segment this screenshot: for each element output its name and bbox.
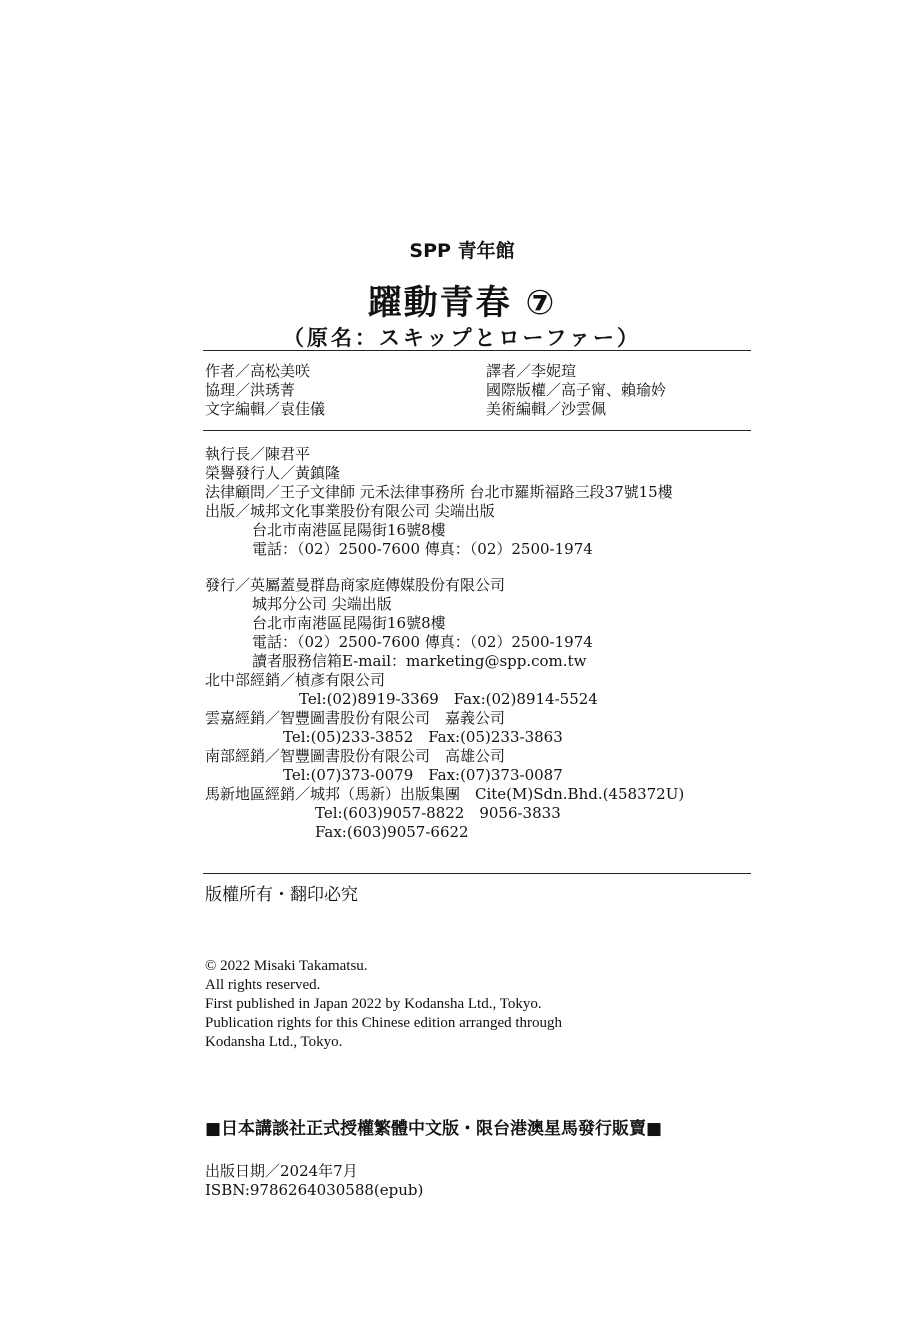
issue-line: 發行／英屬蓋曼群島商家庭傳媒股份有限公司: [205, 576, 506, 594]
isbn: ISBN:9786264030588(epub): [205, 1181, 424, 1199]
divider: [203, 873, 751, 874]
staff-left-column: [205, 362, 325, 419]
publisher-block: [205, 445, 673, 559]
imprint-name: SPP 青年館: [409, 240, 515, 262]
publish-line: 出版／城邦文化事業股份有限公司 尖端出版: [205, 502, 495, 520]
reader-email: 讀者服務信箱E-mail：marketing@spp.com.tw: [252, 652, 587, 670]
publish-phone: 電話：（02）2500-7600 傳真：（02）2500-1974: [252, 540, 593, 558]
mysg-distributor: 馬新地區經銷／城邦（馬新）出版集團 Cite(M)Sdn.Bhd.(458372U): [205, 785, 685, 803]
edition-notice: ■日本講談社正式授權繁體中文版・限台港澳星馬發行販賣■: [205, 1119, 663, 1139]
mysg-fax: Fax:(603)9057-6622: [315, 823, 469, 841]
north-contact: Tel:(02)8919-3369 Fax:(02)8914-5524: [299, 690, 598, 708]
copyright-line: © 2022 Misaki Takamatsu.: [205, 958, 368, 974]
honorary-issuer-line: 榮譽發行人／黃鎮隆: [205, 464, 341, 482]
original-title: （原名：スキップとローファー）: [282, 326, 642, 350]
mysg-tel: Tel:(603)9057-8822 9056-3833: [315, 804, 561, 822]
copyright-line: All rights reserved.: [205, 977, 321, 993]
issue-phone: 電話：（02）2500-7600 傳真：（02）2500-1974: [252, 633, 593, 651]
book-title: 躍動青春 ⑦: [367, 283, 557, 323]
south-contact: Tel:(07)373-0079 Fax:(07)373-0087: [283, 766, 563, 784]
author-credit: 作者／高松美咲: [205, 362, 311, 380]
yunjia-contact: Tel:(05)233-3852 Fax:(05)233-3863: [283, 728, 563, 746]
copyright-line: Kodansha Ltd., Tokyo.: [205, 1034, 343, 1050]
copyright-line: Publication rights for this Chinese edition arranged through: [205, 1015, 563, 1031]
issue-branch: 城邦分公司 尖端出版: [252, 595, 392, 613]
rights-notice: 版權所有・翻印必究: [205, 885, 358, 905]
divider: [203, 430, 751, 431]
copyright-line: First published in Japan 2022 by Kodansha Ltd., Tokyo.: [205, 996, 542, 1012]
issue-address: 台北市南港區昆陽街16號8樓: [252, 614, 446, 632]
distribution-block: [205, 576, 684, 842]
translator-credit: 譯者／李妮瑄: [486, 362, 577, 380]
publication-date: 出版日期／2024年7月: [205, 1162, 358, 1180]
divider: [203, 350, 751, 351]
staff-right-column: [486, 362, 666, 419]
ceo-line: 執行長／陳君平: [205, 445, 311, 463]
copyright-block: [205, 957, 562, 1052]
south-distributor: 南部經銷／智豐圖書股份有限公司 高雄公司: [205, 747, 506, 765]
north-distributor: 北中部經銷／楨彥有限公司: [205, 671, 386, 689]
legal-counsel-line: 法律顧問／王子文律師 元禾法律事務所 台北市羅斯福路三段37號15樓: [205, 483, 673, 501]
text-editor-credit: 文字編輯／袁佳儀: [205, 400, 326, 418]
associate-credit: 協理／洪琇菁: [205, 381, 296, 399]
intl-rights-credit: 國際版權／高子甯、賴瑜妗: [486, 381, 667, 399]
yunjia-distributor: 雲嘉經銷／智豐圖書股份有限公司 嘉義公司: [205, 709, 506, 727]
edition-info: [205, 1162, 423, 1200]
art-editor-credit: 美術編輯／沙雲佩: [486, 400, 607, 418]
publish-address: 台北市南港區昆陽街16號8樓: [252, 521, 446, 539]
